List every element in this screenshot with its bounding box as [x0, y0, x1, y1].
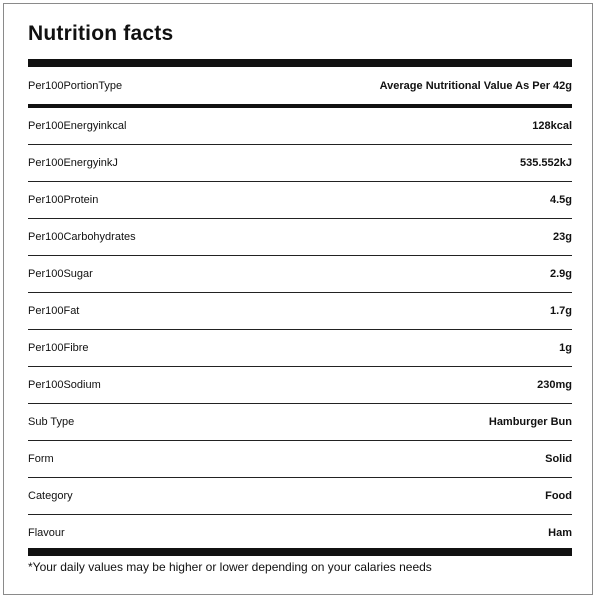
table-row: [28, 367, 572, 404]
table-row: [28, 219, 572, 256]
table-row: [28, 404, 572, 441]
row-label: Per100Sodium: [28, 379, 101, 391]
row-value: 128kcal: [532, 120, 572, 132]
row-value: Food: [545, 490, 572, 502]
row-label: Per100Protein: [28, 194, 99, 206]
header-label: Per100PortionType: [28, 79, 123, 92]
row-value: 535.552kJ: [520, 157, 572, 169]
table-row: [28, 515, 572, 551]
top-divider-bar: [28, 59, 572, 67]
row-value: 23g: [553, 231, 572, 243]
row-label: Per100Energyinkcal: [28, 120, 127, 132]
row-label: Per100EnergyinkJ: [28, 157, 118, 169]
nutrition-table: [28, 67, 572, 551]
row-label: Category: [28, 490, 73, 502]
table-row: [28, 256, 572, 293]
bottom-divider-bar: [28, 548, 572, 556]
row-value: 4.5g: [549, 194, 572, 206]
row-value: 230mg: [537, 379, 572, 391]
row-value: Ham: [548, 527, 572, 539]
row-label: Per100Carbohydrates: [28, 231, 136, 243]
table-row: [28, 478, 572, 515]
daily-values-footnote: *Your daily values may be higher or lower depending on your calaries needs: [28, 560, 432, 574]
header-value: Average Nutritional Value As Per 42g: [379, 79, 572, 92]
nutrition-facts-title: Nutrition facts: [28, 22, 174, 45]
table-row: [28, 293, 572, 330]
row-label: Sub Type: [28, 416, 75, 428]
table-row: [28, 441, 572, 478]
row-value: 1g: [559, 342, 572, 354]
table-row: [28, 145, 572, 182]
row-label: Per100Sugar: [28, 268, 93, 280]
row-label: Flavour: [28, 527, 65, 539]
table-row: [28, 330, 572, 367]
table-row: [28, 108, 572, 145]
row-value: 1.7g: [549, 305, 572, 317]
row-value: Hamburger Bun: [488, 416, 572, 428]
table-row: [28, 182, 572, 219]
row-value: Solid: [545, 453, 572, 465]
row-label: Form: [28, 453, 54, 465]
row-label: Per100Fibre: [28, 342, 89, 354]
nutrition-facts-panel: [3, 3, 593, 595]
row-label: Per100Fat: [28, 305, 80, 317]
table-header-row: [28, 67, 572, 108]
row-value: 2.9g: [549, 268, 572, 280]
